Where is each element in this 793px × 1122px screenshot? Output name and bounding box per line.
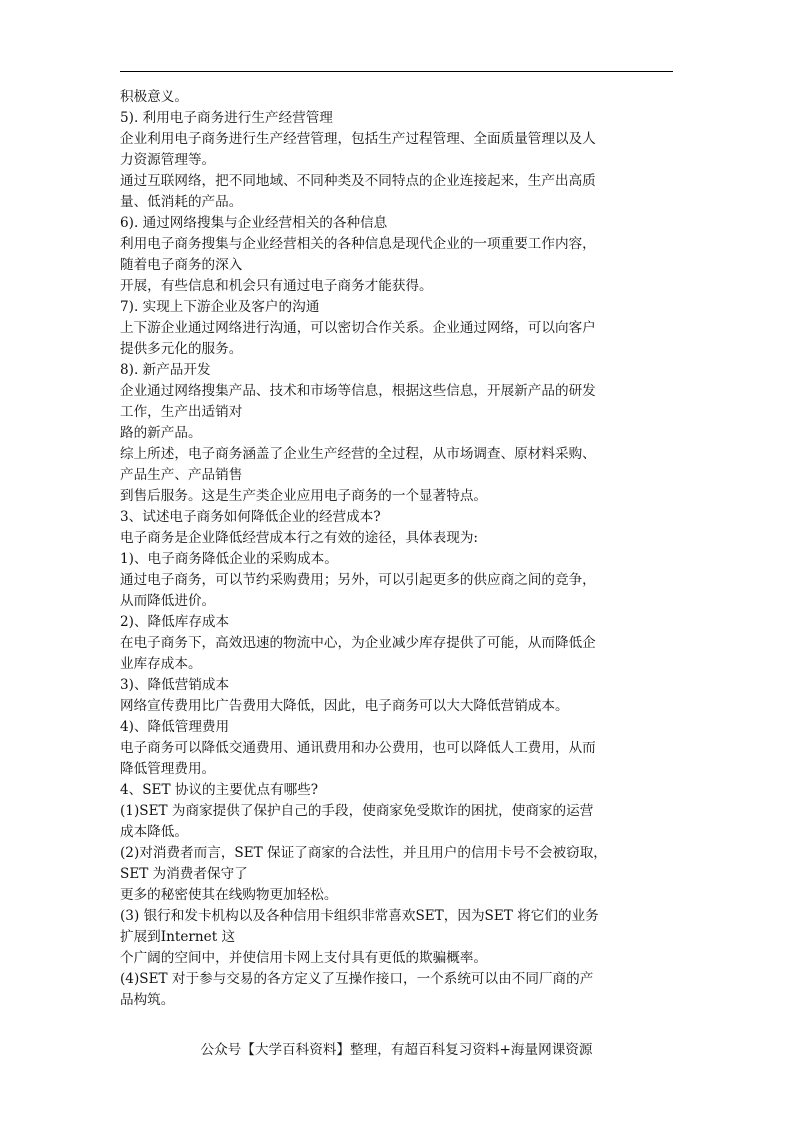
text-line: 7). 实现上下游企业及客户的沟通 xyxy=(120,299,320,315)
text-line: 2)、降低库存成本 xyxy=(120,614,230,630)
text-line: SET 为消费者保守了 xyxy=(120,866,248,882)
text-line: 力资源管理等。 xyxy=(120,152,216,168)
text-line: 6). 通过网络搜集与企业经营相关的各种信息 xyxy=(120,215,388,231)
text-line: 个广阔的空间中，并使信用卡网上支付具有更低的欺骗概率。 xyxy=(120,950,488,966)
text-line: 通过电子商务，可以节约采购费用；另外，可以引起更多的供应商之间的竞争， xyxy=(120,572,596,588)
text-line: 综上所述，电子商务涵盖了企业生产经营的全过程，从市场调查、原材料采购、 xyxy=(120,446,596,462)
text-line: 随着电子商务的深入 xyxy=(120,257,243,273)
text-line: 成本降低。 xyxy=(120,824,188,840)
body-text xyxy=(120,87,676,1011)
text-line: 4)、降低管理费用 xyxy=(120,719,230,735)
text-line: 路的新产品。 xyxy=(120,425,202,441)
header-rule xyxy=(120,71,673,72)
text-line: 1)、电子商务降低企业的采购成本。 xyxy=(120,551,338,567)
text-line: 8). 新产品开发 xyxy=(120,362,211,378)
text-line: 更多的秘密使其在线购物更加轻松。 xyxy=(120,887,338,903)
text-line: (2)对消费者而言，SET 保证了商家的合法性，并且用户的信用卡号不会被窃取， xyxy=(120,845,607,861)
text-line: (3) 银行和发卡机构以及各种信用卡组织非常喜欢SET，因为SET 将它们的业务 xyxy=(120,908,599,924)
text-line: (1)SET 为商家提供了保护自己的手段，使商家免受欺诈的困扰，使商家的运营 xyxy=(120,803,594,819)
text-line: 电子商务是企业降低经营成本行之有效的途径，具体表现为: xyxy=(120,530,479,546)
text-line: 企业通过网络搜集产品、技术和市场等信息，根据这些信息，开展新产品的研发 xyxy=(120,383,596,399)
text-line: 量、低消耗的产品。 xyxy=(120,194,243,210)
text-line: 业库存成本。 xyxy=(120,656,202,672)
text-line: 从而降低进价。 xyxy=(120,593,216,609)
text-line: 5). 利用电子商务进行生产经营管理 xyxy=(120,110,333,126)
text-line: 上下游企业通过网络进行沟通，可以密切合作关系。企业通过网络，可以向客户 xyxy=(120,320,596,336)
text-line: 电子商务可以降低交通费用、通讯费用和办公费用，也可以降低人工费用，从而 xyxy=(120,740,596,756)
text-line: 积极意义。 xyxy=(120,89,188,105)
text-line: 品构筑。 xyxy=(120,992,175,1008)
text-line: 产品生产、产品销售 xyxy=(120,467,243,483)
text-line: 企业利用电子商务进行生产经营管理，包括生产过程管理、全面质量管理以及人 xyxy=(120,131,596,147)
text-line: 提供多元化的服务。 xyxy=(120,341,243,357)
text-line: 通过互联网络，把不同地域、不同种类及不同特点的企业连接起来，生产出高质 xyxy=(120,173,596,189)
text-line: 3、试述电子商务如何降低企业的经营成本? xyxy=(120,509,381,525)
text-line: 开展，有些信息和机会只有通过电子商务才能获得。 xyxy=(120,278,433,294)
text-line: 网络宣传费用比广告费用大降低，因此，电子商务可以大大降低营销成本。 xyxy=(120,698,569,714)
text-line: (4)SET 对于参与交易的各方定义了互操作接口，一个系统可以由不同厂商的产 xyxy=(120,971,594,987)
text-line: 在电子商务下，高效迅速的物流中心，为企业减少库存提供了可能，从而降低企 xyxy=(120,635,596,651)
text-line: 降低管理费用。 xyxy=(120,761,216,777)
text-line: 3)、降低营销成本 xyxy=(120,677,230,693)
text-line: 工作，生产出适销对 xyxy=(120,404,243,420)
text-line: 4、SET 协议的主要优点有哪些? xyxy=(120,782,319,798)
text-line: 利用电子商务搜集与企业经营相关的各种信息是现代企业的一项重要工作内容， xyxy=(120,236,596,252)
page-footer: 公众号【大学百科资料】整理，有超百科复习资料+海量网课资源 xyxy=(200,1042,593,1058)
text-line: 扩展到Internet 这 xyxy=(120,929,236,945)
text-line: 到售后服务。这是生产类企业应用电子商务的一个显著特点。 xyxy=(120,488,488,504)
